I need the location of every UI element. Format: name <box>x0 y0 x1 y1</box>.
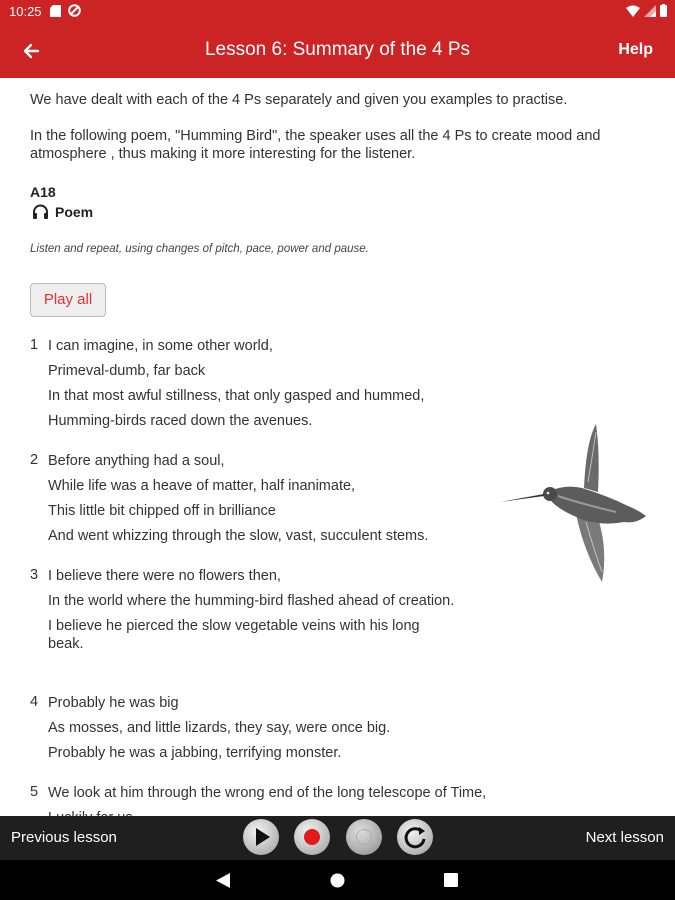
battery-icon <box>660 4 667 17</box>
stanza-4[interactable] <box>30 694 480 769</box>
wifi-icon <box>626 5 640 17</box>
poem-line: And went whizzing through the slow, vast, succulent stems. <box>48 528 429 544</box>
stanza-number: 2 <box>30 452 39 468</box>
stanza-number: 4 <box>30 694 39 710</box>
playback-speed-button[interactable] <box>346 819 382 855</box>
record-icon <box>294 819 330 855</box>
poem-line: I can imagine, in some other world, <box>48 338 273 354</box>
poem-line: In that most awful stillness, that only gasped and hummed, <box>48 388 425 404</box>
poem-line: Humming-birds raced down the avenues. <box>48 413 313 429</box>
audio-code: A18 <box>30 184 56 200</box>
stanza-number: 3 <box>30 567 39 583</box>
poem-line: Before anything had a soul, <box>48 453 225 469</box>
speed-label: x2 <box>358 830 370 841</box>
stanza-3[interactable] <box>30 567 455 660</box>
poem-line: This little bit chipped off in brilliance <box>48 503 276 519</box>
status-bar <box>0 0 675 24</box>
poem-line: I believe he pierced the slow vegetable veins with his long beak. <box>48 618 420 652</box>
bottom-bar <box>0 816 675 860</box>
page-title: Lesson 6: Summary of the 4 Ps <box>204 39 471 60</box>
poem-line: I believe there were no flowers then, <box>48 568 281 584</box>
nav-recents-icon[interactable] <box>444 873 458 887</box>
cell-signal-icon <box>644 5 656 17</box>
previous-lesson-button[interactable]: Previous lesson <box>11 829 117 846</box>
system-nav-bar <box>0 860 675 900</box>
stanza-number: 1 <box>30 337 39 353</box>
instruction-text: Listen and repeat, using changes of pitch, pace, power and pause. <box>30 243 369 255</box>
headphones-icon <box>32 204 49 220</box>
nav-back-icon[interactable] <box>216 873 230 888</box>
status-time: 10:25 <box>9 4 42 19</box>
play-all-button[interactable]: Play all <box>30 283 106 317</box>
stanza-number: 5 <box>30 784 39 800</box>
stanza-1[interactable] <box>30 337 480 437</box>
data-saver-icon <box>68 4 81 17</box>
help-button[interactable]: Help <box>618 41 653 58</box>
intro-paragraph-1: We have dealt with each of the 4 Ps separately and given you examples to practise. <box>30 92 568 108</box>
lesson-content[interactable] <box>0 78 675 816</box>
next-lesson-button[interactable]: Next lesson <box>585 829 664 846</box>
poem-line: Probably he was a jabbing, terrifying monster. <box>48 745 342 761</box>
replay-button[interactable] <box>397 819 433 855</box>
poem-line: In the world where the humming-bird flashed ahead of creation. <box>48 593 455 609</box>
poem-audio-label[interactable] <box>32 204 93 220</box>
poem-label-text: Poem <box>55 204 94 220</box>
intro-paragraph-2: In the following poem, "Humming Bird", the speaker uses all the 4 Ps to create mood and atmosphere , thus making it more interesting for the listener. <box>30 128 601 162</box>
poem-line: Primeval-dumb, far back <box>48 363 206 379</box>
play-icon <box>243 819 279 855</box>
stanza-2[interactable] <box>30 452 480 552</box>
hummingbird-illustration <box>498 422 650 586</box>
replay-icon <box>397 819 433 855</box>
poem-line: Probably he was big <box>48 695 179 711</box>
sim-card-icon <box>50 5 61 17</box>
nav-home-icon[interactable] <box>330 873 345 888</box>
play-button[interactable] <box>243 819 279 855</box>
poem-line: We look at him through the wrong end of the long telescope of Time, <box>48 785 487 801</box>
poem-line: As mosses, and little lizards, they say, were once big. <box>48 720 391 736</box>
app-bar <box>0 24 675 78</box>
poem-line: While life was a heave of matter, half inanimate, <box>48 478 356 494</box>
record-button[interactable] <box>294 819 330 855</box>
